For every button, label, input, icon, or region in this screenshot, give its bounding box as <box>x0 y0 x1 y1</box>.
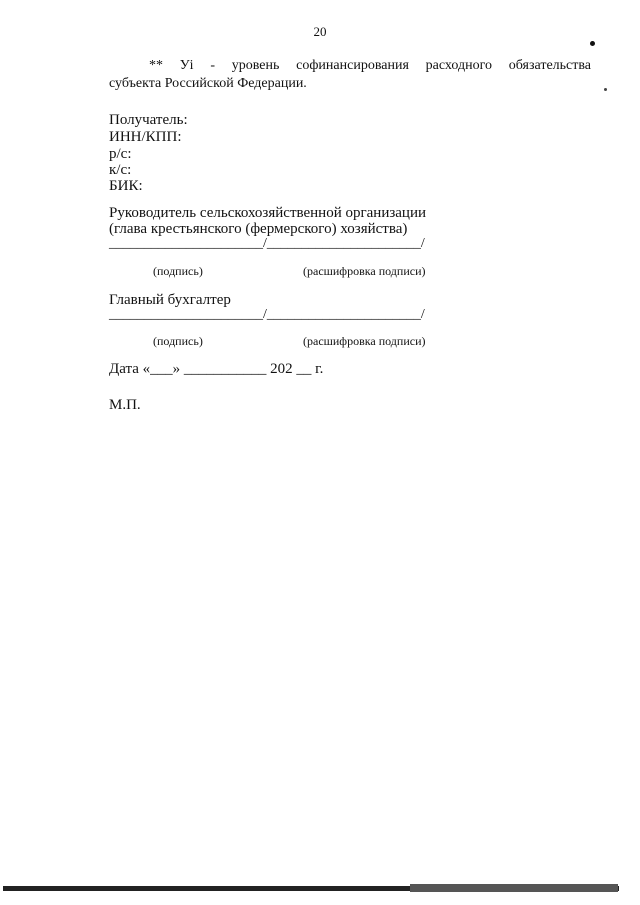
footnote-text: Уi - уровень софинансирования расходного обязательства <box>179 58 591 73</box>
accountant-caption-signature: (подпись) <box>153 334 203 348</box>
accountant-title: Главный бухгалтер <box>109 292 231 308</box>
rs-label: р/с: <box>109 146 132 162</box>
accountant-signature-line: ______________________/______________________/ <box>109 307 425 322</box>
accountant-caption-decoding: (расшифровка подписи) <box>303 334 426 348</box>
footnote-marker: ** <box>149 58 163 73</box>
head-caption-signature: (подпись) <box>153 264 203 278</box>
ks-label: к/с: <box>109 162 132 178</box>
head-title: Руководитель сельскохозяйственной организации <box>109 205 427 221</box>
inn-kpp-label: ИНН/КПП: <box>109 129 182 145</box>
footnote-line-1 <box>109 57 591 75</box>
head-signature-line: ______________________/______________________/ <box>109 236 425 251</box>
scan-mark-small <box>604 88 607 91</box>
scan-border-bottom-shade <box>410 884 618 892</box>
page-number: 20 <box>313 24 327 39</box>
head-subtitle: (глава крестьянского (фермерского) хозяйства) <box>109 221 408 237</box>
footnote <box>109 57 591 93</box>
recipient-label: Получатель: <box>109 112 188 128</box>
scan-mark <box>590 41 595 46</box>
head-caption-decoding: (расшифровка подписи) <box>303 264 426 278</box>
date-line: Дата «___» ___________ 202 __ г. <box>109 361 324 377</box>
bik-label: БИК: <box>109 178 143 194</box>
footnote-line-2: субъекта Российской Федерации. <box>109 76 307 91</box>
stamp-place: М.П. <box>109 397 141 413</box>
